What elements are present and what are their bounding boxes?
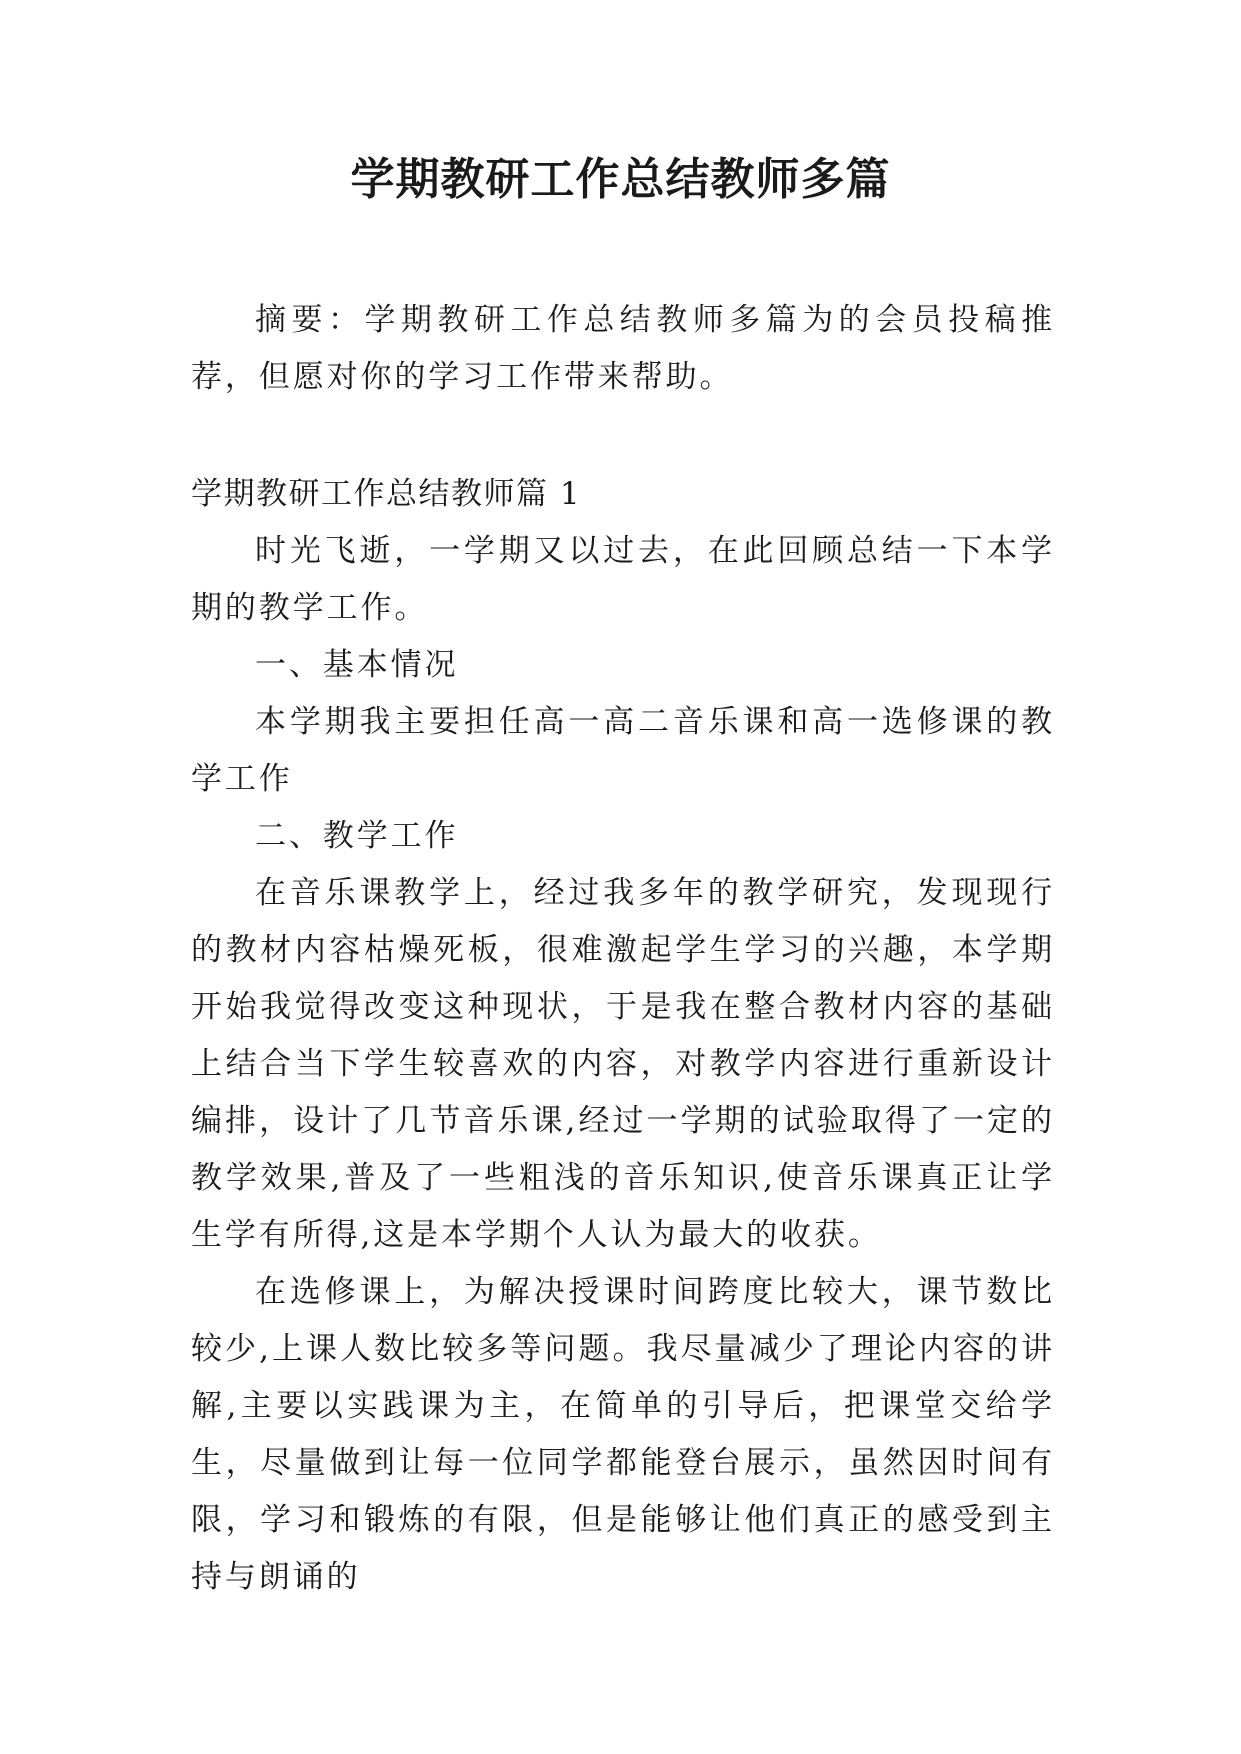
paragraph-basic-situation: 本学期我主要担任高一高二音乐课和高一选修课的教学工作 (191, 704, 1055, 797)
paragraph-elective-class: 在选修课上，为解决授课时间跨度比较大，课节数比较少,上课人数比较多等问题。我尽量减少了理论内容的讲解,主要以实践课为主，在简单的引导后，把课堂交给学生，尽量做到让每一位同学都能登台展示，虽然因时间有限，学习和锻炼的有限，但是能够让他们真正的感受到主持与朗诵的 (191, 1274, 1055, 1595)
section-body (191, 523, 1055, 1606)
subheading-basic-situation: 一、基本情况 (255, 647, 459, 683)
document-title: 学期教研工作总结教师多篇 (350, 154, 891, 205)
paragraph-music-class: 在音乐课教学上，经过我多年的教学研究，发现现行的教材内容枯燥死板，很难激起学生学习的兴趣，本学期开始我觉得改变这种现状，于是我在整合教材内容的基础上结合当下学生较喜欢的内容，对教学内容进行重新设计编排，设计了几节音乐课,经过一学期的试验取得了一定的教学效果,普及了一些粗浅的音乐知识,使音乐课真正让学生学有所得,这是本学期个人认为最大的收获。 (191, 875, 1055, 1253)
section-heading: 学期教研工作总结教师篇 1 (191, 476, 582, 512)
abstract-paragraph: 摘要：学期教研工作总结教师多篇为的会员投稿推荐，但愿对你的学习工作带来帮助。 (191, 302, 1055, 395)
subheading-teaching-work: 二、教学工作 (255, 818, 459, 854)
paragraph-intro: 时光飞逝，一学期又以过去，在此回顾总结一下本学期的教学工作。 (191, 533, 1055, 626)
